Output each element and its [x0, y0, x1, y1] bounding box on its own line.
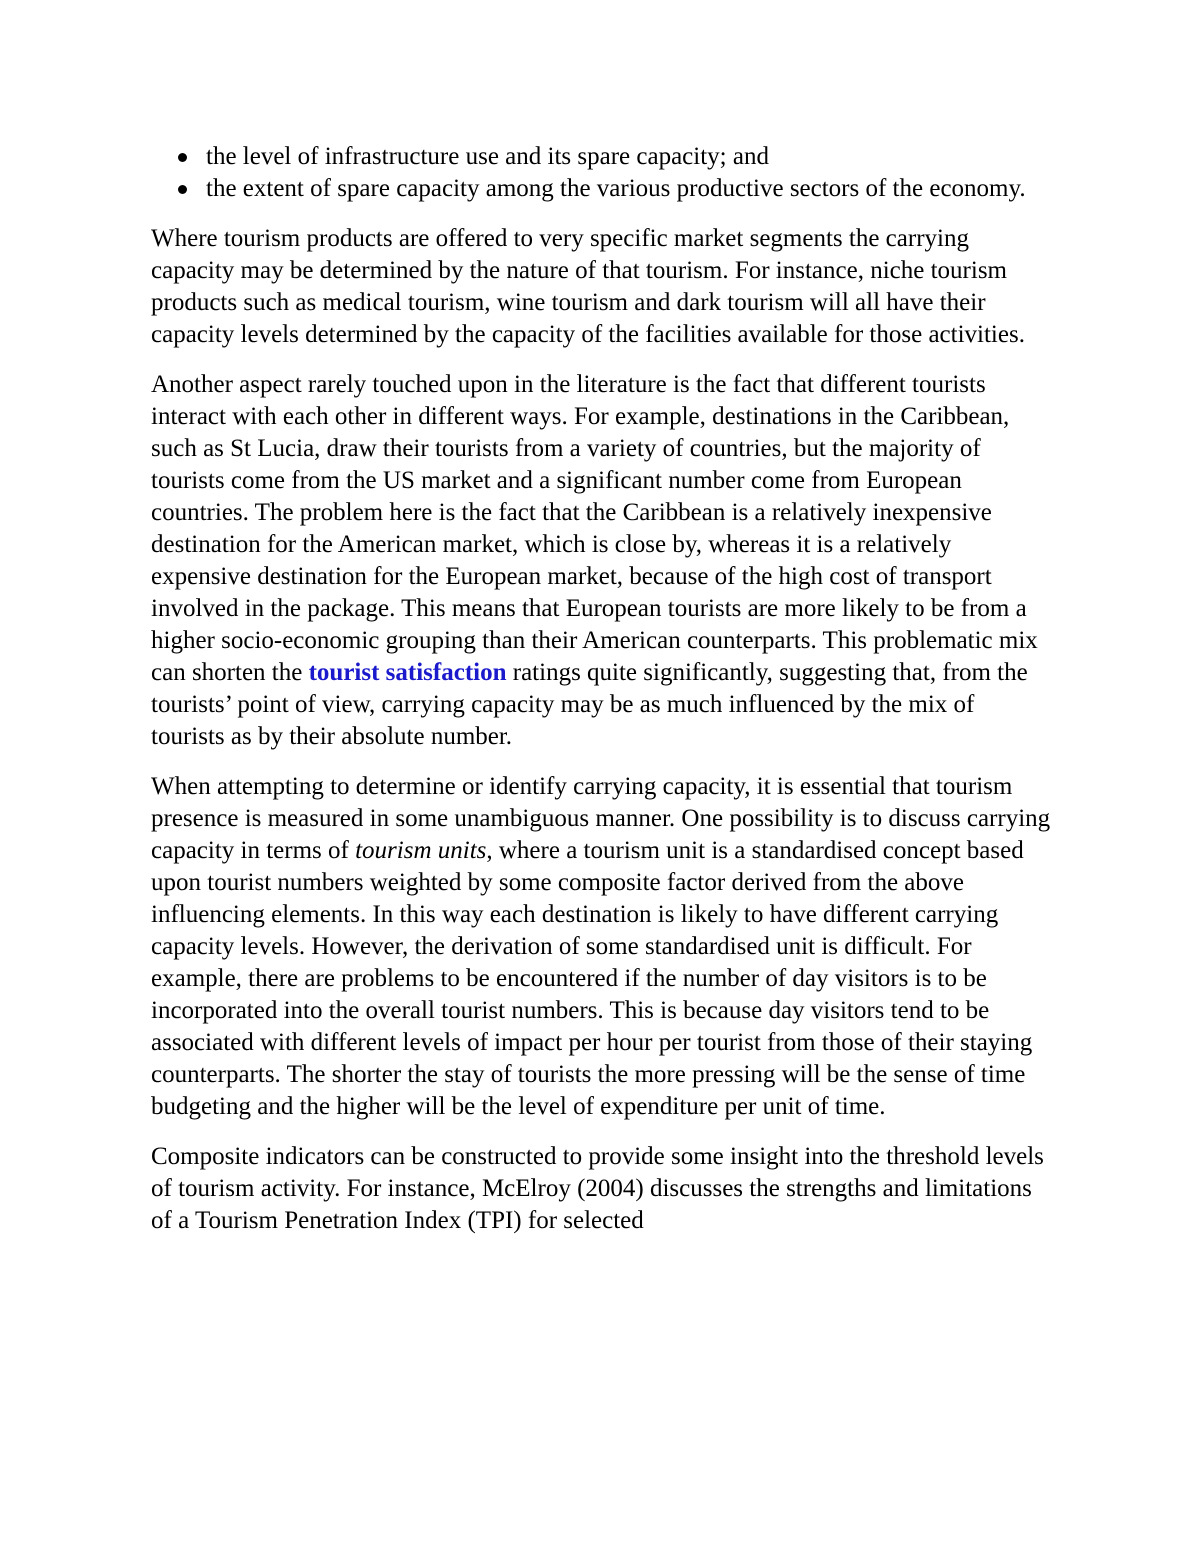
bullet-list [151, 141, 1051, 205]
bullet-dot-icon [178, 153, 187, 162]
list-item [151, 141, 1051, 173]
list-item-text: the extent of spare capacity among the various productive sectors of the economy. [206, 175, 1026, 202]
paragraph-text: Where tourism products are offered to very specific market segments the carrying capacity may be determined by the nature of that tourism. For instance, niche tourism products such as medical tourism, wine tourism and dark tourism will all have their capacity levels determined by the capacity of the facilities available for those activities. [151, 225, 1025, 348]
list-item [151, 173, 1051, 205]
tourism-units-term: tourism units [355, 837, 487, 864]
paragraph-tourist-mix [151, 369, 1051, 753]
list-item-text: the level of infrastructure use and its spare capacity; and [206, 143, 769, 170]
document-body [151, 141, 1051, 1255]
tourist-satisfaction-link[interactable]: tourist satisfaction [308, 659, 507, 686]
paragraph-tourism-units [151, 771, 1051, 1123]
paragraph-text: ratings quite significantly, suggesting that, from the tourists’ point of view, carrying capacity may be as much influenced by the mix of tourists as by their absolute number. [151, 659, 1028, 750]
paragraph-text: Composite indicators can be constructed to provide some insight into the threshold levels of tourism activity. For instance, McElroy (2004) discusses the strengths and limitations of a Tourism Penetration Index (TPI) for selected [151, 1143, 1044, 1234]
paragraph-text: , where a tourism unit is a standardised concept based upon tourist numbers weighted by some composite factor derived from the above influencing elements. In this way each destination is likely to have different carrying capacity levels. However, the derivation of some standardised unit is difficult. For example, there are problems to be encountered if the number of day visitors is to be incorporated into the overall tourist numbers. This is because day visitors tend to be associated with different levels of impact per hour per tourist from those of their staying counterparts. The shorter the stay of tourists the more pressing will be the sense of time budgeting and the higher will be the level of expenditure per unit of time. [151, 837, 1033, 1120]
paragraph-text: When attempting to determine or identify carrying capacity, it is essential that tourism presence is measured in some unambiguous manner. One possibility is to discuss carrying capacity in terms of [151, 773, 1051, 864]
paragraph-niche-tourism [151, 223, 1051, 351]
paragraph-composite-indicators [151, 1141, 1051, 1237]
bullet-dot-icon [178, 185, 187, 194]
paragraph-text: Another aspect rarely touched upon in the literature is the fact that different tourists interact with each other in different ways. For example, destinations in the Caribbean, such as St Lucia, draw their tourists from a variety of countries, but the majority of tourists come from the US market and a significant number come from European countries. The problem here is the fact that the Caribbean is a relatively inexpensive destination for the American market, which is close by, whereas it is a relatively expensive destination for the European market, because of the high cost of transport involved in the package. This means that European tourists are more likely to be from a higher socio-economic grouping than their American counterparts. This problematic mix can shorten the [151, 371, 1038, 686]
